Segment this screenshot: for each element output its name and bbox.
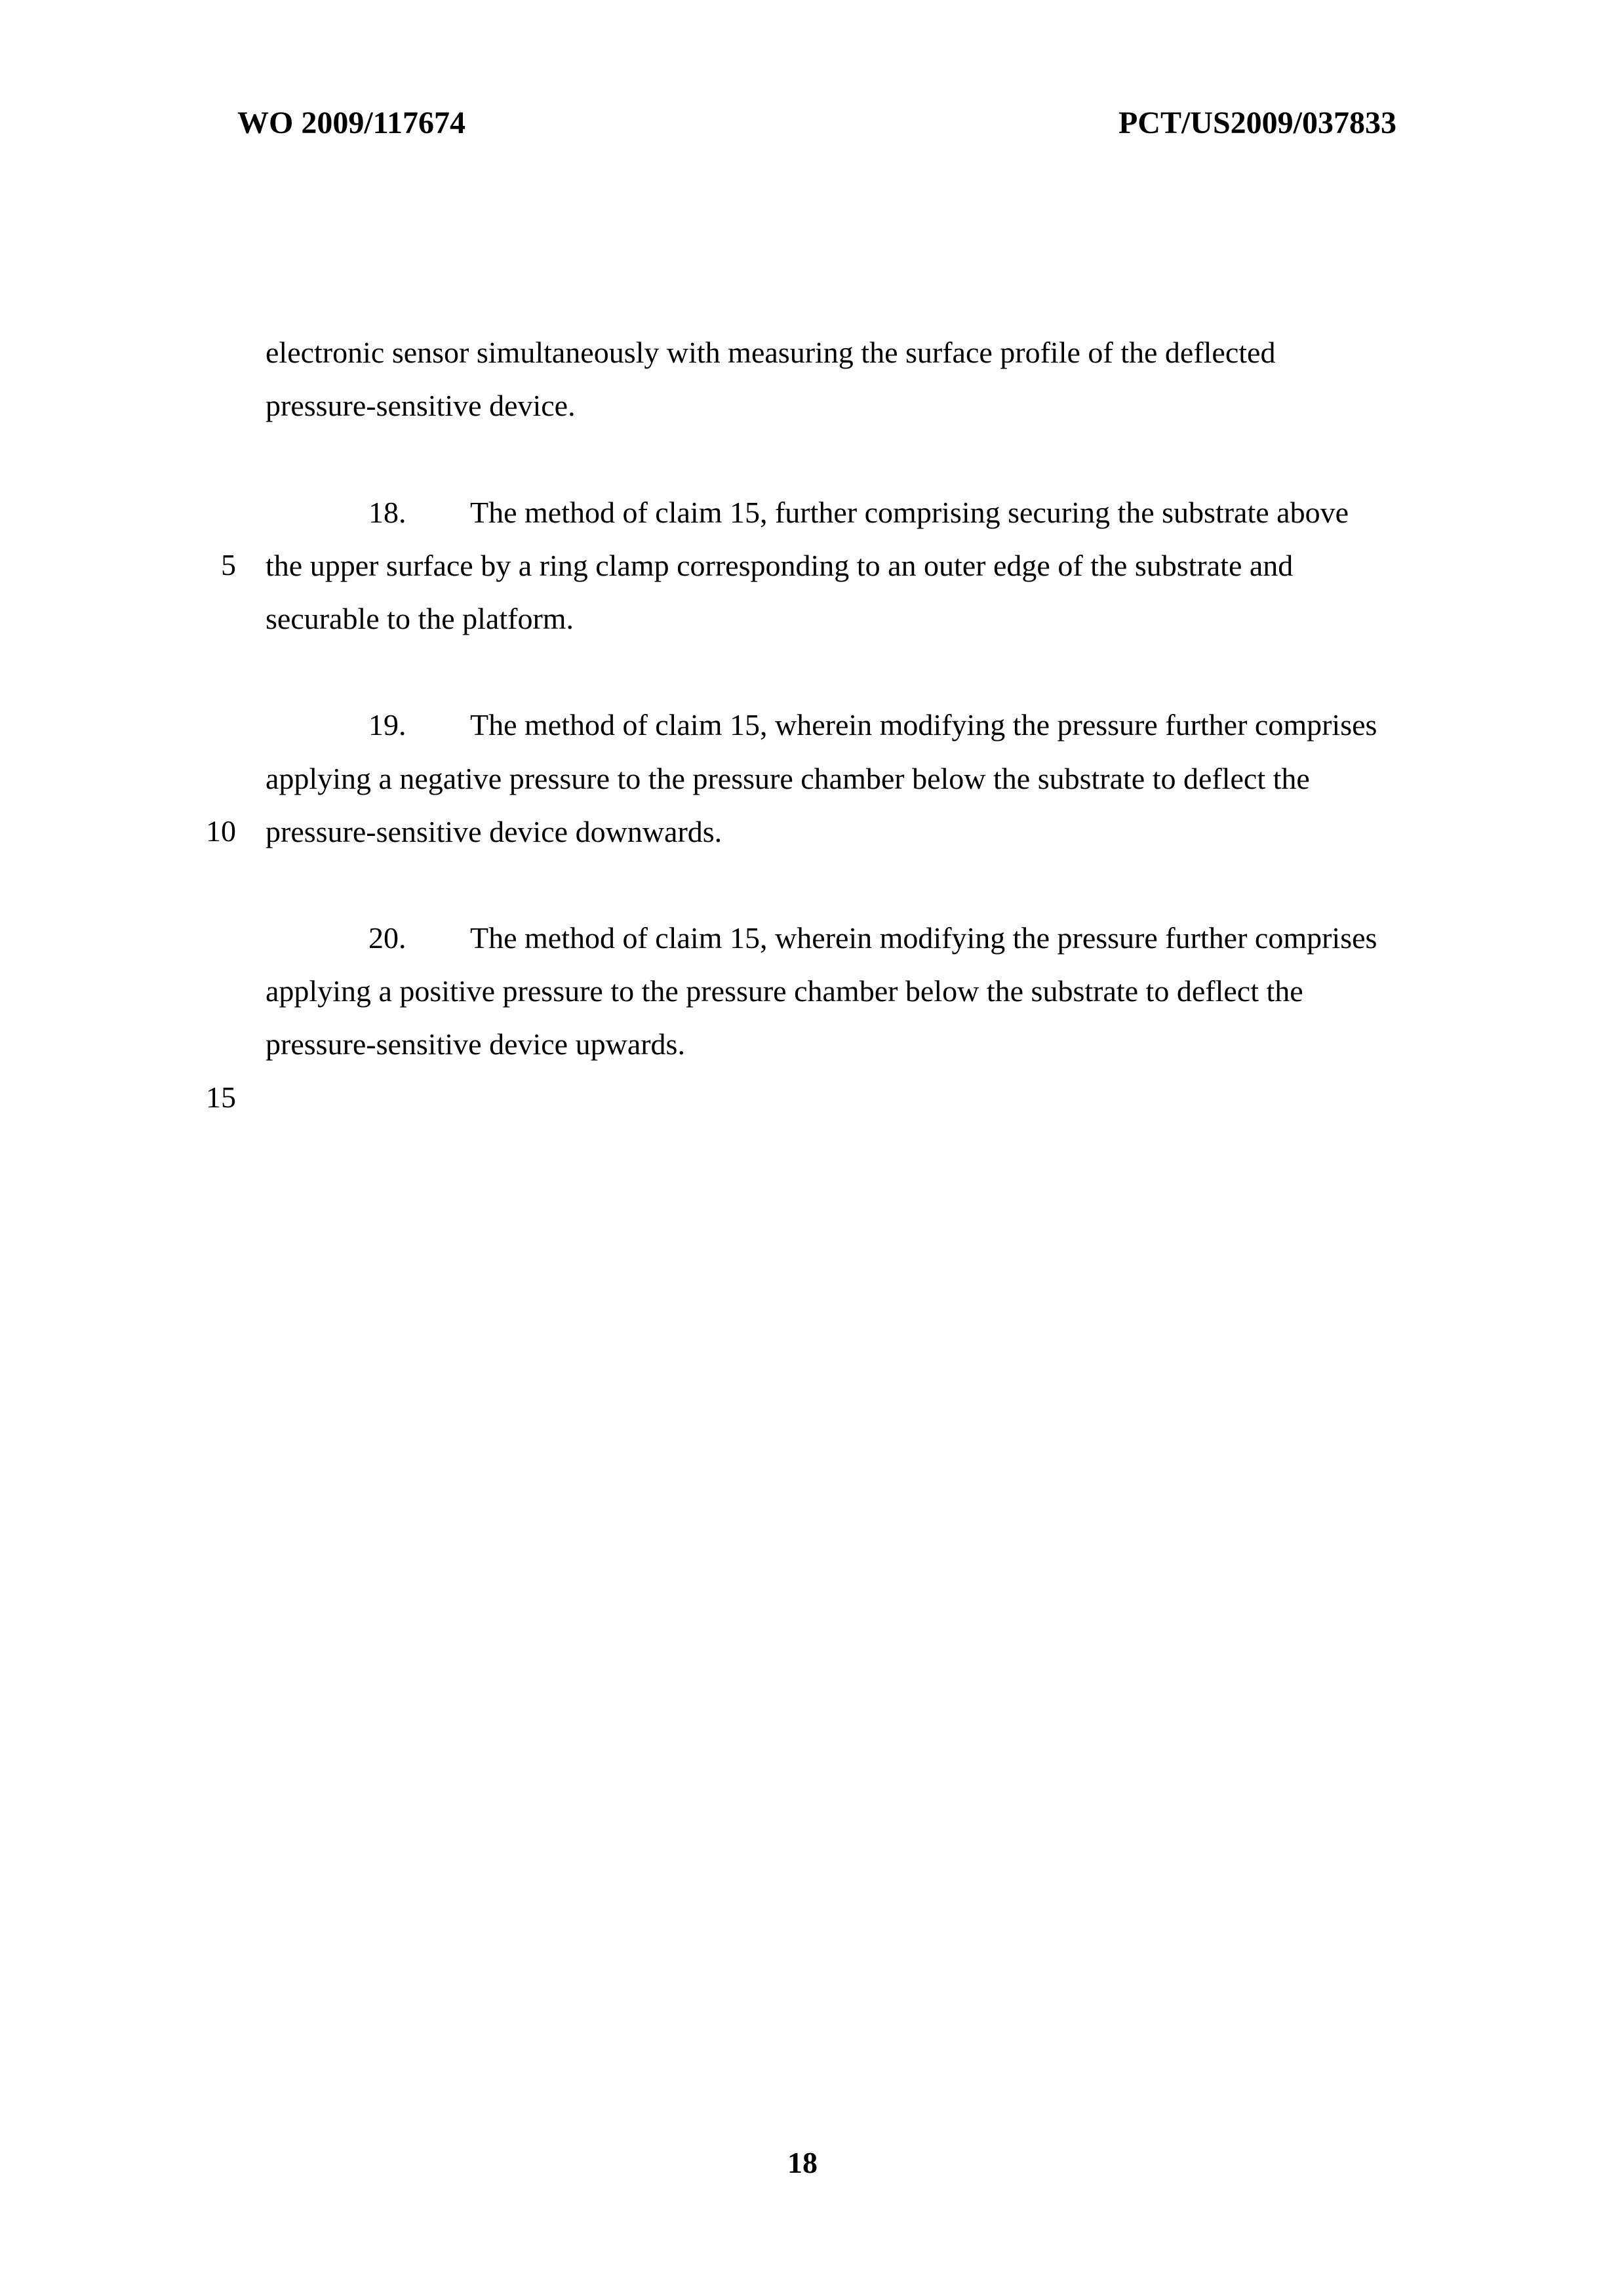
- claim-19: [266, 698, 1433, 858]
- text-line: [266, 698, 1433, 751]
- claim-number: 19.: [368, 708, 406, 742]
- claim-text: The method of claim 15, wherein modifying the pressure further comprises: [470, 708, 1377, 742]
- text-line: [266, 486, 1433, 539]
- claim-number: 18.: [368, 495, 406, 529]
- paragraph-continuation: [266, 326, 1433, 432]
- margin-line-number-15: 15: [206, 1080, 236, 1114]
- publication-number: WO 2009/117674: [237, 106, 466, 140]
- claim-number: 20.: [368, 921, 406, 955]
- margin-line-number-10: 10: [206, 814, 236, 848]
- page-number: 18: [787, 2146, 818, 2179]
- text-line: the upper surface by a ring clamp corresponding to an outer edge of the substrate and: [266, 548, 1294, 582]
- claim-text: The method of claim 15, further comprising securing the substrate above: [470, 495, 1349, 529]
- text-line: electronic sensor simultaneously with measuring the surface profile of the deflected: [266, 336, 1276, 369]
- claim-18: [266, 486, 1433, 646]
- text-line: applying a negative pressure to the pressure chamber below the substrate to deflect the: [266, 761, 1310, 795]
- text-line: pressure-sensitive device.: [266, 389, 576, 423]
- text-line: applying a positive pressure to the pressure chamber below the substrate to deflect the: [266, 974, 1303, 1008]
- text-line: pressure-sensitive device downwards.: [266, 814, 722, 848]
- text-line: pressure-sensitive device upwards.: [266, 1027, 685, 1061]
- claim-20: [266, 911, 1433, 1071]
- footer: [0, 2145, 1605, 2180]
- text-line: [266, 911, 1433, 964]
- claim-text: The method of claim 15, wherein modifying the pressure further comprises: [470, 921, 1377, 955]
- claims-text-block: [266, 326, 1433, 1071]
- application-number: PCT/US2009/037833: [1118, 106, 1396, 140]
- margin-line-number-5: 5: [221, 548, 236, 582]
- text-line: securable to the platform.: [266, 601, 574, 635]
